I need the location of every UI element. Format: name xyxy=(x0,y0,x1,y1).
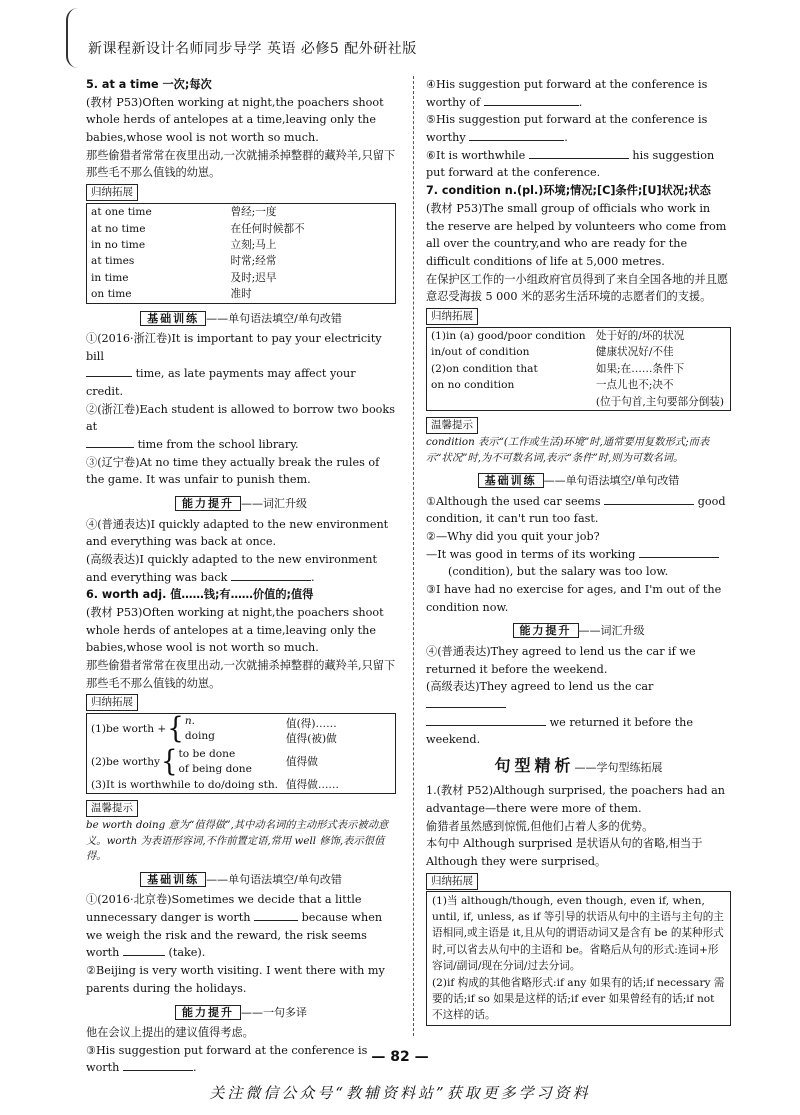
cell: 一点儿也不;决不 xyxy=(595,379,674,392)
item6-translate: 他在会议上提出的建议值得考虑。 xyxy=(86,1025,254,1039)
meaning-cell: 在任何时候都不 xyxy=(230,222,305,235)
sentence-section-title xyxy=(426,753,731,778)
q-text: because when we weigh the risk and the reward, the risk seems worth xyxy=(86,911,383,960)
item7-q4c xyxy=(426,714,731,749)
item5-q3: ③(辽宁卷)At no time they actually break the rules of the game. It was unfair to punish them. xyxy=(86,455,380,487)
table-row xyxy=(87,204,396,221)
item5-q1 xyxy=(86,330,396,365)
cell: (2)on condition that xyxy=(431,362,538,375)
pattern-text: (1)be worth + xyxy=(91,723,167,736)
q-text: ④His suggestion put forward at the conference is worthy of xyxy=(426,78,708,109)
row3-left: (3)It is worthwhile to do/doing sth. xyxy=(91,778,279,791)
header-bracket xyxy=(66,8,80,68)
answer-blank[interactable] xyxy=(426,697,506,708)
promo-text: 关注微信公众号“教辅资料站”获取更多学习资料 xyxy=(209,1084,591,1102)
s1-heading: 1.(教材 P52)Although surprised, the poachers had an advantage—there were more of them. xyxy=(426,784,725,815)
q-text: good condition, it can't run too fast. xyxy=(426,494,726,526)
q-text: time, as late payments may affect your credit. xyxy=(86,367,356,398)
item7-q1 xyxy=(426,493,731,528)
brace-symbol: { xyxy=(167,712,184,746)
option-doing: doing xyxy=(184,730,215,743)
meaning-cell: 时常;经常 xyxy=(230,255,277,268)
answer-blank[interactable] xyxy=(86,437,134,448)
q-text: ①Although the used car seems xyxy=(426,494,601,508)
sec-label: 基础训练 xyxy=(140,311,206,326)
answer-blank[interactable] xyxy=(484,95,579,106)
option-n: n. xyxy=(184,715,196,728)
item6-tag: 归纳拓展 xyxy=(86,694,138,711)
item5-heading: 5. at a time 一次;每次 xyxy=(86,78,212,91)
q-text: (高级表达)They agreed to lend us the car xyxy=(426,680,654,694)
meaning-cell: 立刻;马上 xyxy=(230,238,277,251)
item6-example-en: (教材 P53)Often working at night,the poachers shoot whole herds of antelopes at a time,leaving only the babies,whose wool is not worth so much. xyxy=(86,605,384,655)
cell: 处于好的/坏的状况 xyxy=(595,329,685,342)
item5-q4b: (高级表达)I quickly adapted to the new environment and everything was back . xyxy=(86,552,377,584)
item5-tag: 归纳拓展 xyxy=(86,184,138,201)
item7-q2b xyxy=(426,546,731,564)
s1-tag: 归纳拓展 xyxy=(426,873,478,890)
item6-example-zh: 那些偷猎者常常在夜里出动,一次就捕杀掉整群的藏羚羊,只留下那些毛不那么值钱的幼崽。 xyxy=(86,659,396,690)
item6-q3: ③His suggestion put forward at the conference is worth . xyxy=(86,1043,368,1075)
sec-label: 基础训练 xyxy=(140,872,206,887)
sec-label: 能力提升 xyxy=(513,623,579,638)
phrase-cell: at no time xyxy=(91,222,146,235)
answer-blank[interactable] xyxy=(426,715,546,726)
item6-note: be worth doing 意为“值得做”,其中动名词的主动形式表示被动意义。worth 为表语形容词,不作前置定语,常用 well 修饰,表示很值得。 xyxy=(86,819,389,863)
answer-blank[interactable] xyxy=(639,547,719,558)
table-row xyxy=(87,253,396,269)
answer-blank[interactable] xyxy=(529,148,629,159)
table-row xyxy=(87,237,396,253)
row1-right xyxy=(282,714,395,747)
table-row xyxy=(87,221,396,237)
item6-q1 xyxy=(86,891,396,962)
sec-sub: ——一句多译 xyxy=(241,1005,307,1019)
item5-example-en: (教材 P53)Often working at night,the poachers shoot whole herds of antelopes at a time,leaving only the babies,whose wool is not worth so much. xyxy=(86,95,384,145)
cell: 健康状况好/不佳 xyxy=(595,346,674,359)
item5-q2b xyxy=(86,436,396,454)
item7-example-zh: 在保护区工作的一小组政府官员得到了来自全国各地的并且愿意忍受海拔 5 000 米的恶劣生活环境的志愿者们的支援。 xyxy=(426,272,729,304)
sec-label: 基础训练 xyxy=(478,473,544,488)
q-text: (高级表达)I quickly adapted to the new environment and everything was back xyxy=(86,552,377,584)
s1-box xyxy=(426,891,731,1026)
item6-sec1-title xyxy=(86,871,396,888)
item5-sec1-title xyxy=(86,310,396,327)
q-text: we returned it before the weekend. xyxy=(426,715,694,747)
left-column xyxy=(86,76,396,1077)
item7-example-en: (教材 P53)The small group of officials who work in the reserve are helped by volunteers who come from all over the country,and who are ready for the difficult conditions of life at 5,000 metres. xyxy=(426,201,727,268)
item7-sec1-title xyxy=(426,472,731,489)
q-text: his suggestion put forward at the conference. xyxy=(426,148,715,180)
pattern-options xyxy=(179,747,252,777)
option: of being done xyxy=(178,762,252,775)
item7-tag: 归纳拓展 xyxy=(426,308,478,325)
page-number: — 82 — xyxy=(371,1049,429,1065)
sec-sub: ——单句语法填空/单句改错 xyxy=(206,311,342,325)
column-divider xyxy=(413,76,414,1036)
item7-q4b xyxy=(426,678,731,713)
sec-sub: ——单句语法填空/单句改错 xyxy=(543,474,680,488)
phrase-cell: in no time xyxy=(91,238,146,251)
phrase-cell: at times xyxy=(91,255,135,268)
row2-right: 值得做 xyxy=(286,755,318,768)
item5-sec2-title xyxy=(86,495,396,512)
item5-q1b xyxy=(86,365,396,400)
sec-label: 能力提升 xyxy=(175,496,241,511)
q-text: time from the school library. xyxy=(137,438,299,452)
q-text: ①(2016·浙江卷)It is important to pay your electricity bill xyxy=(86,331,382,363)
book-title: 新课程新设计名师同步导学 英语 必修5 配外研社版 xyxy=(88,41,417,57)
meaning-cell: 曾经;一度 xyxy=(230,206,277,219)
right-q4: ④His suggestion put forward at the conference is worthy of . xyxy=(426,78,708,109)
item7-note: condition 表示“(工作或生活)环境”时,通常要用复数形式;而表示“状况”时,为不可数名词,表示“条件”时,则为可数名词。 xyxy=(426,435,710,464)
item6-sec2-title xyxy=(86,1004,396,1021)
sec-sub: ——词汇升级 xyxy=(578,624,645,638)
item7-phrase-table xyxy=(426,327,731,411)
answer-blank[interactable] xyxy=(604,494,694,505)
s1-box-p2: (2)if 构成的其他省略形式:if any 如果有的话;if necessary 需要的话;if so 如果是这样的话;if ever 如果曾经有的话;if not 不这样的话。 xyxy=(432,976,725,1022)
meaning-cell: 及时;迟早 xyxy=(230,271,277,284)
page-header xyxy=(66,8,756,70)
answer-blank[interactable] xyxy=(123,945,165,956)
meaning: 值(得)…… xyxy=(286,718,337,731)
item7-q2c: (condition), but the salary was too low. xyxy=(448,565,669,579)
meaning: 值得(被)做 xyxy=(286,733,337,746)
section-subtitle: ——学句型练拓展 xyxy=(574,760,663,774)
pattern-options xyxy=(185,714,215,744)
item5-example-zh: 那些偷猎者常常在夜里出动,一次就捕杀掉整群的藏羚羊,只留下那些毛不那么值钱的幼崽。 xyxy=(86,148,396,180)
table-row xyxy=(87,270,396,286)
item7-q4: ④(普通表达)They agreed to lend us the car if we returned it before the weekend. xyxy=(426,644,696,676)
phrase-cell: on time xyxy=(91,288,132,301)
answer-blank[interactable] xyxy=(231,570,311,581)
q-text: —It was good in terms of its working xyxy=(426,547,636,561)
s1-zh: 偷猎者虽然感到惊慌,但他们占着人多的优势。 xyxy=(426,819,654,833)
row2-left xyxy=(87,747,283,777)
sec-sub: ——单句语法填空/单句改错 xyxy=(206,873,342,887)
brace-symbol: { xyxy=(161,745,178,779)
answer-blank[interactable] xyxy=(254,910,298,921)
cell: (位于句首,主句要部分倒装) xyxy=(595,395,725,408)
item5-q2: ②(浙江卷)Each student is allowed to borrow two books at xyxy=(86,402,395,434)
pattern-text: (2)be worthy xyxy=(91,755,160,768)
item7-q2a: ②—Why did you quit your job? xyxy=(426,530,600,543)
right-column xyxy=(426,76,731,1026)
right-q5: ⑤His suggestion put forward at the conference is worthy . xyxy=(426,113,708,145)
s1-box-p1: (1)当 although/though, even though, even if, when, until, if, unless, as if 等引导的状语从句中的主语与主句的主语相同,或主语是 it,且从句的谓语动词又是含有 be 的某种形式时,可以省去从句中的主语和 be。省略后从句的形式:连词+形容词/副词/现在分词/过去分词。 xyxy=(432,894,724,973)
answer-blank[interactable] xyxy=(86,366,132,377)
item6-q2: ②Beijing is very worth visiting. I went there with my parents during the holidays. xyxy=(86,964,385,995)
cell: 如果;在……条件下 xyxy=(595,362,685,375)
cell: on no condition xyxy=(431,379,515,392)
phrase-cell: in time xyxy=(91,271,129,284)
row1-left xyxy=(87,714,283,747)
item6-tag2: 温馨提示 xyxy=(86,800,138,817)
sec-label: 能力提升 xyxy=(175,1005,241,1020)
item7-sec2-title xyxy=(426,622,731,639)
cell: (1)in (a) good/poor condition xyxy=(431,329,586,342)
cell: in/out of condition xyxy=(431,346,530,359)
item5-q4: ④(普通表达)I quickly adapted to the new environment and everything was back at once. xyxy=(86,517,389,549)
item6-heading: 6. worth adj. 值……钱;有……价值的;值得 xyxy=(86,588,314,602)
q-text: ⑤His suggestion put forward at the conference is worthy xyxy=(426,113,708,145)
phrase-cell: at one time xyxy=(91,206,152,219)
section-title: 句型精析 xyxy=(494,755,575,775)
cell-empty xyxy=(427,394,592,411)
q-text: ①(2016·北京卷)Sometimes we decide that a little unnecessary danger is worth xyxy=(86,893,362,925)
s1-analysis: 本句中 Although surprised 是状语从句的省略,相当于 Although they were surprised。 xyxy=(426,837,703,868)
item7-q3: ③I have had no exercise for ages, and I'm out of the condition now. xyxy=(426,583,722,614)
q-text: ③His suggestion put forward at the conference is worth xyxy=(86,1043,368,1075)
option: to be done xyxy=(178,748,236,761)
item7-heading: 7. condition n.(pl.)环境;情况;[C]条件;[U]状况;状态 xyxy=(426,184,711,198)
answer-blank[interactable] xyxy=(469,130,564,141)
item6-pattern-table xyxy=(86,713,396,794)
item5-phrase-table xyxy=(86,203,396,303)
q-text: ⑥It is worthwhile xyxy=(426,148,526,162)
row3-right: 值得做…… xyxy=(286,778,340,791)
right-q6 xyxy=(426,147,731,182)
table-row xyxy=(87,286,396,303)
item7-tag2: 温馨提示 xyxy=(426,417,478,434)
q-text: (take). xyxy=(168,946,206,960)
sec-sub: ——词汇升级 xyxy=(241,497,307,511)
meaning-cell: 准时 xyxy=(230,288,252,301)
